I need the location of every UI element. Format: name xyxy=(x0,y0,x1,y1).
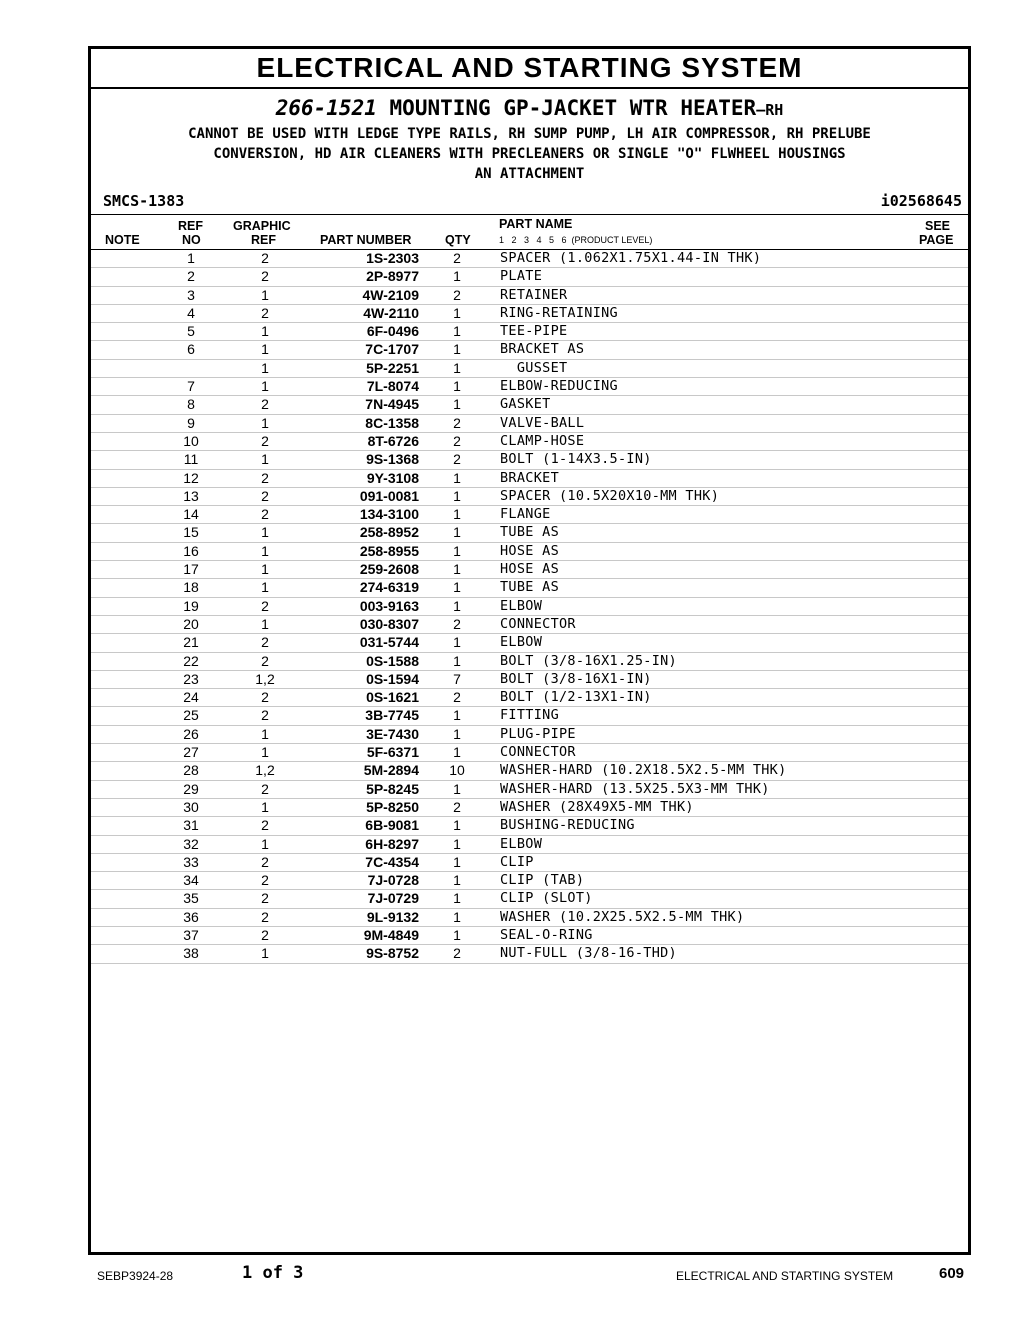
graphic-ref: 2 xyxy=(261,689,269,706)
part-name: SEAL-O-RING xyxy=(500,926,593,943)
ref-no: 5 xyxy=(187,323,195,340)
part-number[interactable]: 0S-1588 xyxy=(366,652,419,669)
section-title: ELECTRICAL AND STARTING SYSTEM xyxy=(91,49,968,89)
part-name: ELBOW xyxy=(500,597,543,614)
graphic-ref: 1 xyxy=(261,378,269,395)
part-name: WASHER (28X49X5-MM THK) xyxy=(500,798,694,815)
ref-no: 28 xyxy=(183,762,199,779)
ref-no: 26 xyxy=(183,725,199,742)
col-see-top: SEE xyxy=(925,219,951,233)
part-number[interactable]: 8C-1358 xyxy=(365,414,419,431)
ref-no: 10 xyxy=(183,432,199,449)
graphic-ref: 2 xyxy=(261,432,269,449)
part-name: PLUG-PIPE xyxy=(500,725,576,742)
graphic-ref: 2 xyxy=(261,908,269,925)
part-number[interactable]: 7J-0729 xyxy=(367,890,419,907)
ref-no: 2 xyxy=(187,268,195,285)
ref-no: 30 xyxy=(183,798,199,815)
graphic-ref: 2 xyxy=(261,304,269,321)
part-name: BRACKET xyxy=(500,469,559,486)
table-row xyxy=(91,451,968,469)
qty: 1 xyxy=(453,853,461,870)
part-name: RETAINER xyxy=(500,286,568,303)
table-row xyxy=(91,689,968,707)
table-row xyxy=(91,854,968,872)
ref-no: 34 xyxy=(183,872,199,889)
qty: 1 xyxy=(453,744,461,761)
qty: 1 xyxy=(453,268,461,285)
col-ref-bottom: NO xyxy=(182,233,201,247)
qty: 1 xyxy=(453,561,461,578)
qty: 1 xyxy=(453,378,461,395)
part-number[interactable]: 7N-4945 xyxy=(365,396,419,413)
ref-no: 23 xyxy=(183,670,199,687)
qty: 2 xyxy=(453,250,461,266)
ref-no: 27 xyxy=(183,744,199,761)
part-number[interactable]: 5P-8245 xyxy=(366,780,419,797)
table-row xyxy=(91,890,968,908)
table-row xyxy=(91,872,968,890)
part-name: GASKET xyxy=(500,396,551,413)
part-number[interactable]: 0S-1621 xyxy=(366,689,419,706)
ref-no: 17 xyxy=(183,561,199,578)
ref-no: 12 xyxy=(183,469,199,486)
table-row xyxy=(91,707,968,725)
group-title xyxy=(91,94,968,124)
part-name: WASHER (10.2X25.5X2.5-MM THK) xyxy=(500,908,745,925)
qty: 1 xyxy=(453,396,461,413)
qty: 2 xyxy=(453,451,461,468)
graphic-ref: 1 xyxy=(261,341,269,358)
group-suffix: —RH xyxy=(756,101,784,119)
part-number[interactable]: 5M-2894 xyxy=(363,762,419,779)
part-number[interactable]: 9Y-3108 xyxy=(366,469,419,486)
part-number[interactable]: 258-8952 xyxy=(359,524,419,541)
ref-no: 4 xyxy=(187,304,195,321)
col-part-number: PART NUMBER xyxy=(320,233,412,247)
part-number[interactable]: 2P-8977 xyxy=(366,268,419,285)
part-number[interactable]: 003-9163 xyxy=(359,597,419,614)
qty: 2 xyxy=(453,286,461,303)
qty: 1 xyxy=(453,817,461,834)
part-number[interactable]: 7C-1707 xyxy=(365,341,419,358)
graphic-ref: 2 xyxy=(261,597,269,614)
ref-no: 35 xyxy=(183,890,199,907)
footer-section: ELECTRICAL AND STARTING SYSTEM xyxy=(676,1269,894,1283)
part-number[interactable]: 5F-6371 xyxy=(366,744,419,761)
graphic-ref: 2 xyxy=(261,634,269,651)
table-row xyxy=(91,909,968,927)
part-name: ELBOW xyxy=(500,634,543,651)
table-row xyxy=(91,744,968,762)
graphic-ref: 1 xyxy=(261,744,269,761)
part-number[interactable]: 031-5744 xyxy=(359,634,419,651)
graphic-ref: 1 xyxy=(261,579,269,596)
part-name: SPACER (1.062X1.75X1.44-IN THK) xyxy=(500,250,762,266)
col-product-levels: 1 2 3 4 5 6 (PRODUCT LEVEL) xyxy=(499,235,653,245)
part-number[interactable]: 6F-0496 xyxy=(366,323,419,340)
part-name: BOLT (1/2-13X1-IN) xyxy=(500,689,652,706)
table-row xyxy=(91,305,968,323)
graphic-ref: 2 xyxy=(261,872,269,889)
ref-no: 24 xyxy=(183,689,199,706)
part-number[interactable]: 9S-1368 xyxy=(366,451,419,468)
graphic-ref: 1 xyxy=(261,323,269,340)
table-row xyxy=(91,323,968,341)
graphic-ref: 1 xyxy=(261,286,269,303)
parts-page-frame xyxy=(88,46,971,1255)
part-name: VALVE-BALL xyxy=(500,414,585,431)
description-line-2: CONVERSION, HD AIR CLEANERS WITH PRECLEANERS OR SINGLE "O" FLWHEEL HOUSINGS xyxy=(213,146,846,162)
illustration-id: i02568645 xyxy=(880,192,962,210)
qty: 1 xyxy=(453,597,461,614)
part-name: TUBE AS xyxy=(500,524,559,541)
graphic-ref: 2 xyxy=(261,396,269,413)
qty: 2 xyxy=(453,615,461,632)
part-number[interactable]: 3B-7745 xyxy=(365,707,419,724)
part-number[interactable]: 6B-9081 xyxy=(365,817,419,834)
part-name: BOLT (1-14X3.5-IN) xyxy=(500,451,652,468)
description-line-1: CANNOT BE USED WITH LEDGE TYPE RAILS, RH SUMP PUMP, LH AIR COMPRESSOR, RH PRELUBE xyxy=(188,126,871,142)
part-name: WASHER-HARD (13.5X25.5X3-MM THK) xyxy=(500,780,770,797)
qty: 10 xyxy=(449,762,465,779)
qty: 1 xyxy=(453,359,461,376)
group-part-number[interactable]: 266-1521 xyxy=(275,96,377,120)
part-number[interactable]: 7L-8074 xyxy=(366,378,419,395)
qty: 1 xyxy=(453,469,461,486)
table-row xyxy=(91,634,968,652)
ref-no: 38 xyxy=(183,945,199,962)
part-number[interactable]: 259-2608 xyxy=(359,561,419,578)
graphic-ref: 1 xyxy=(261,524,269,541)
qty: 1 xyxy=(453,524,461,541)
qty: 1 xyxy=(453,487,461,504)
graphic-ref: 1 xyxy=(261,451,269,468)
qty: 1 xyxy=(453,908,461,925)
part-name: HOSE AS xyxy=(500,561,559,578)
part-name: BUSHING-REDUCING xyxy=(500,817,635,834)
table-row xyxy=(91,945,968,963)
qty: 1 xyxy=(453,323,461,340)
graphic-ref: 1,2 xyxy=(255,762,275,779)
ref-no: 9 xyxy=(187,414,195,431)
graphic-ref: 2 xyxy=(261,853,269,870)
table-row xyxy=(91,836,968,854)
part-number[interactable]: 030-8307 xyxy=(359,615,419,632)
ref-no: 20 xyxy=(183,615,199,632)
graphic-ref: 2 xyxy=(261,469,269,486)
ref-no: 14 xyxy=(183,506,199,523)
part-number[interactable]: 5P-2251 xyxy=(366,359,419,376)
part-number[interactable]: 258-8955 xyxy=(359,542,419,559)
part-name: NUT-FULL (3/8-16-THD) xyxy=(500,945,677,962)
ref-no: 36 xyxy=(183,908,199,925)
graphic-ref: 1 xyxy=(261,798,269,815)
qty: 2 xyxy=(453,432,461,449)
qty: 1 xyxy=(453,707,461,724)
table-row xyxy=(91,781,968,799)
col-graphic-bottom: REF xyxy=(251,233,276,247)
table-row xyxy=(91,287,968,305)
part-name: CLAMP-HOSE xyxy=(500,432,585,449)
parts-table-body xyxy=(91,250,968,964)
ref-no: 31 xyxy=(183,817,199,834)
part-number[interactable]: 7C-4354 xyxy=(365,853,419,870)
table-row xyxy=(91,817,968,835)
table-row xyxy=(91,726,968,744)
part-name: CONNECTOR xyxy=(500,615,576,632)
ref-no: 33 xyxy=(183,853,199,870)
part-name: BOLT (3/8-16X1.25-IN) xyxy=(500,652,677,669)
ref-no: 16 xyxy=(183,542,199,559)
col-qty: QTY xyxy=(445,233,471,247)
graphic-ref: 2 xyxy=(261,250,269,266)
qty: 1 xyxy=(453,304,461,321)
qty: 1 xyxy=(453,579,461,596)
table-row xyxy=(91,341,968,359)
table-row xyxy=(91,579,968,597)
ref-no: 1 xyxy=(187,250,195,266)
part-name: SPACER (10.5X20X10-MM THK) xyxy=(500,487,720,504)
qty: 1 xyxy=(453,872,461,889)
footer-doc-id: SEBP3924-28 xyxy=(97,1269,174,1283)
table-row xyxy=(91,524,968,542)
part-name: TUBE AS xyxy=(500,579,559,596)
table-row xyxy=(91,378,968,396)
col-see-bottom: PAGE xyxy=(919,233,954,247)
part-number[interactable]: 3E-7430 xyxy=(366,725,419,742)
part-number[interactable]: 9L-9132 xyxy=(366,908,419,925)
qty: 2 xyxy=(453,689,461,706)
graphic-ref: 1 xyxy=(261,359,269,376)
ref-no: 22 xyxy=(183,652,199,669)
graphic-ref: 1,2 xyxy=(255,670,275,687)
part-number[interactable]: 9M-4849 xyxy=(363,926,419,943)
qty: 1 xyxy=(453,341,461,358)
smcs-code: SMCS-1383 xyxy=(103,192,185,210)
graphic-ref: 2 xyxy=(261,707,269,724)
graphic-ref: 2 xyxy=(261,926,269,943)
part-name: BOLT (3/8-16X1-IN) xyxy=(500,670,652,687)
part-name: HOSE AS xyxy=(500,542,559,559)
page-footer xyxy=(0,1263,1020,1289)
part-number[interactable]: 6H-8297 xyxy=(365,835,419,852)
graphic-ref: 1 xyxy=(261,561,269,578)
qty: 7 xyxy=(453,670,461,687)
part-number[interactable]: 7J-0728 xyxy=(367,872,419,889)
table-row xyxy=(91,799,968,817)
graphic-ref: 2 xyxy=(261,268,269,285)
graphic-ref: 2 xyxy=(261,652,269,669)
part-name: RING-RETAINING xyxy=(500,304,618,321)
ref-no: 21 xyxy=(183,634,199,651)
graphic-ref: 1 xyxy=(261,542,269,559)
table-row xyxy=(91,653,968,671)
part-number[interactable]: 5P-8250 xyxy=(366,798,419,815)
table-row xyxy=(91,396,968,414)
graphic-ref: 1 xyxy=(261,835,269,852)
graphic-ref: 1 xyxy=(261,945,269,962)
footer-page-number: 609 xyxy=(939,1265,965,1282)
graphic-ref: 2 xyxy=(261,817,269,834)
ref-no: 13 xyxy=(183,487,199,504)
part-name: CONNECTOR xyxy=(500,744,576,761)
part-name: CLIP xyxy=(500,853,534,870)
table-row xyxy=(91,250,968,268)
qty: 2 xyxy=(453,945,461,962)
graphic-ref: 2 xyxy=(261,487,269,504)
col-ref-top: REF xyxy=(178,219,203,233)
ref-no: 6 xyxy=(187,341,195,358)
part-name: ELBOW xyxy=(500,835,543,852)
table-row xyxy=(91,433,968,451)
qty: 1 xyxy=(453,835,461,852)
table-row xyxy=(91,671,968,689)
graphic-ref: 2 xyxy=(261,890,269,907)
table-row xyxy=(91,762,968,780)
table-row xyxy=(91,488,968,506)
part-name: GUSSET xyxy=(500,359,568,376)
graphic-ref: 2 xyxy=(261,506,269,523)
graphic-ref: 1 xyxy=(261,414,269,431)
ref-no: 32 xyxy=(183,835,199,852)
table-header xyxy=(91,215,968,250)
graphic-ref: 2 xyxy=(261,780,269,797)
description-line-3: AN ATTACHMENT xyxy=(474,166,585,182)
table-row xyxy=(91,616,968,634)
part-number[interactable]: 8T-6726 xyxy=(367,432,419,449)
graphic-ref: 1 xyxy=(261,725,269,742)
part-number[interactable]: 1S-2303 xyxy=(366,250,419,266)
ref-no: 25 xyxy=(183,707,199,724)
part-name: FITTING xyxy=(500,707,559,724)
ref-no: 8 xyxy=(187,396,195,413)
ref-no: 18 xyxy=(183,579,199,596)
part-name: CLIP (SLOT) xyxy=(500,890,593,907)
qty: 1 xyxy=(453,725,461,742)
qty: 1 xyxy=(453,890,461,907)
table-row xyxy=(91,470,968,488)
ref-no: 3 xyxy=(187,286,195,303)
qty: 1 xyxy=(453,926,461,943)
ref-no: 37 xyxy=(183,926,199,943)
ref-no: 7 xyxy=(187,378,195,395)
qty: 1 xyxy=(453,506,461,523)
part-name: ELBOW-REDUCING xyxy=(500,378,618,395)
qty: 1 xyxy=(453,542,461,559)
part-number[interactable]: 274-6319 xyxy=(359,579,419,596)
group-name: MOUNTING GP-JACKET WTR HEATER xyxy=(389,96,757,120)
col-part-name: PART NAME xyxy=(499,217,573,231)
part-name: PLATE xyxy=(500,268,543,285)
footer-page-of: 1 of 3 xyxy=(242,1263,304,1283)
part-number[interactable]: 0S-1594 xyxy=(366,670,419,687)
table-row xyxy=(91,360,968,378)
part-name: TEE-PIPE xyxy=(500,323,568,340)
part-number[interactable]: 091-0081 xyxy=(359,487,419,504)
table-row xyxy=(91,268,968,286)
part-name: BRACKET AS xyxy=(500,341,585,358)
part-number[interactable]: 9S-8752 xyxy=(366,945,419,962)
col-note: NOTE xyxy=(105,233,140,247)
table-row xyxy=(91,561,968,579)
ref-no: 19 xyxy=(183,597,199,614)
table-row xyxy=(91,543,968,561)
part-name: FLANGE xyxy=(500,506,551,523)
part-number[interactable]: 4W-2109 xyxy=(362,286,419,303)
qty: 2 xyxy=(453,414,461,431)
qty: 1 xyxy=(453,780,461,797)
table-row xyxy=(91,415,968,433)
table-row xyxy=(91,506,968,524)
part-number[interactable]: 4W-2110 xyxy=(363,304,419,321)
qty: 1 xyxy=(453,634,461,651)
id-row xyxy=(91,192,968,215)
table-row xyxy=(91,598,968,616)
part-name: CLIP (TAB) xyxy=(500,872,585,889)
graphic-ref: 1 xyxy=(261,615,269,632)
ref-no: 15 xyxy=(183,524,199,541)
ref-no: 11 xyxy=(183,451,199,468)
qty: 1 xyxy=(453,652,461,669)
table-row xyxy=(91,927,968,945)
part-name: WASHER-HARD (10.2X18.5X2.5-MM THK) xyxy=(500,762,787,779)
ref-no: 29 xyxy=(183,780,199,797)
qty: 2 xyxy=(453,798,461,815)
part-number[interactable]: 134-3100 xyxy=(359,506,419,523)
col-graphic-top: GRAPHIC xyxy=(233,219,291,233)
